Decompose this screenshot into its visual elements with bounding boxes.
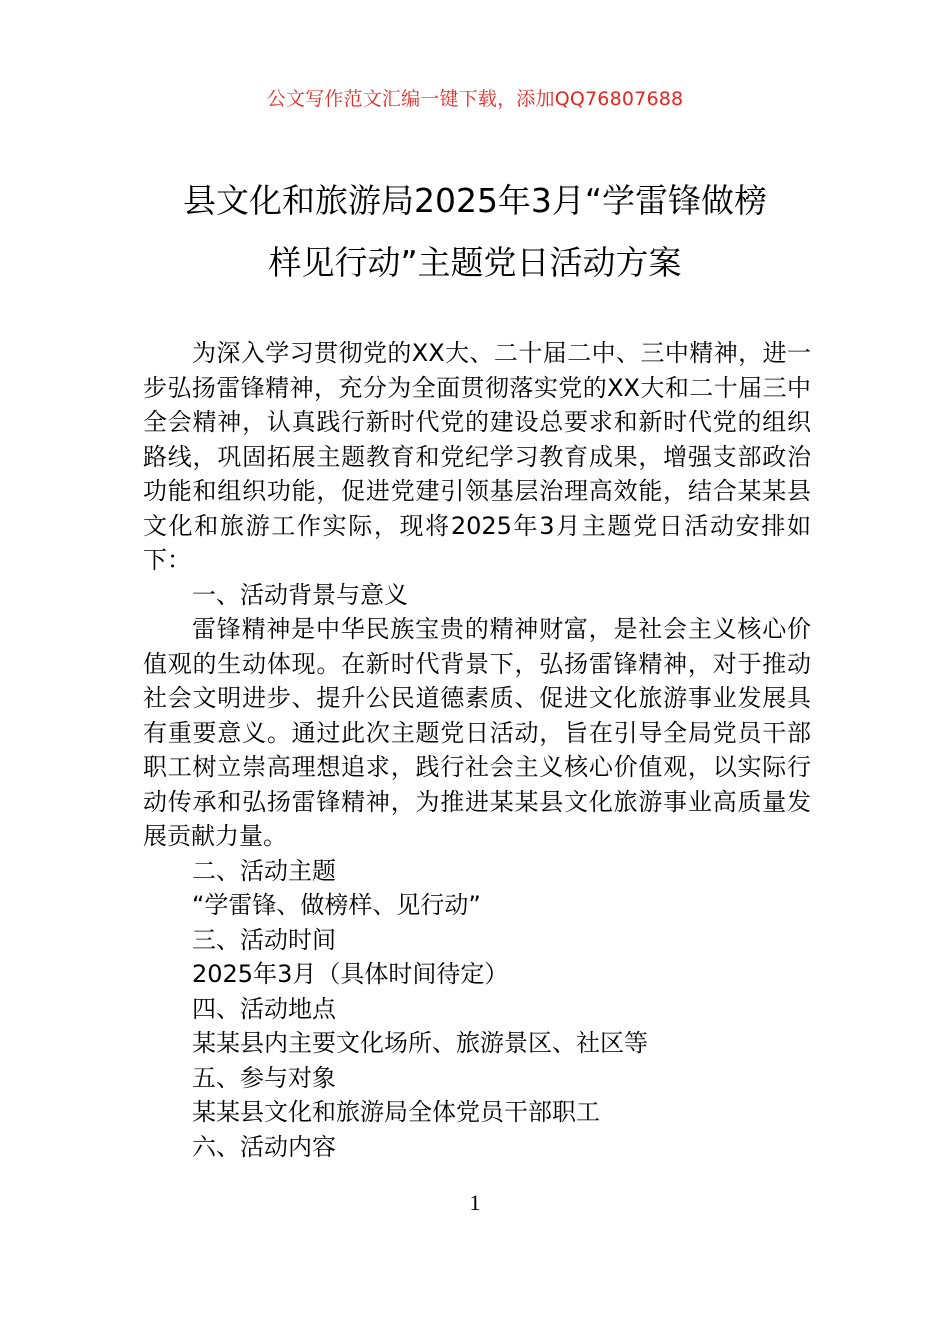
section-paragraph-4: 某某县内主要文化场所、旅游景区、社区等 [192, 1029, 648, 1057]
section-heading-1: 一、活动背景与意义 [192, 580, 408, 609]
title-line-2: 样见行动”主题党日活动方案 [268, 243, 682, 282]
section-paragraph-3: 2025年3月（具体时间待定） [192, 960, 509, 988]
header-note: 公文写作范文汇编一键下载，添加QQ76807688 [266, 88, 684, 110]
page-number: 1 [469, 1190, 481, 1215]
title-line-1: 县文化和旅游局2025年3月“学雷锋做榜 [182, 181, 768, 220]
document-title [100, 170, 850, 294]
section-paragraph-5: 某某县文化和旅游局全体党员干部职工 [192, 1098, 600, 1126]
section-paragraph-1: 雷锋精神是中华民族宝贵的精神财富，是社会主义核心价值观的生动体现。在新时代背景下，弘扬雷锋精神，对于推动社会文明进步、提升公民道德素质、促进文化旅游事业发展具有重要意义。通过此次主题党日活动，旨在引导全局党员干部职工树立崇高理想追求，践行社会主义核心价值观，以实际行动传承和弘扬雷锋精神，为推进某某县文化旅游事业高质量发展贡献力量。 [143, 615, 811, 850]
section-heading-5: 五、参与对象 [192, 1063, 336, 1092]
document-body [143, 336, 811, 1164]
section-heading-4: 四、活动地点 [192, 994, 336, 1023]
section-heading-6: 六、活动内容 [192, 1132, 336, 1161]
section-paragraph-2: “学雷锋、做榜样、见行动” [192, 891, 481, 919]
intro-paragraph: 为深入学习贯彻党的XX大、二十届二中、三中精神，进一步弘扬雷锋精神，充分为全面贯彻落实党的XX大和二十届三中全会精神，认真践行新时代党的建设总要求和新时代党的组织路线，巩固拓展主题教育和党纪学习教育成果，增强支部政治功能和组织功能，促进党建引领基层治理高效能，结合某某县文化和旅游工作实际，现将2025年3月主题党日活动安排如下： [143, 339, 811, 574]
section-heading-3: 三、活动时间 [192, 925, 336, 954]
section-heading-2: 二、活动主题 [192, 856, 336, 885]
